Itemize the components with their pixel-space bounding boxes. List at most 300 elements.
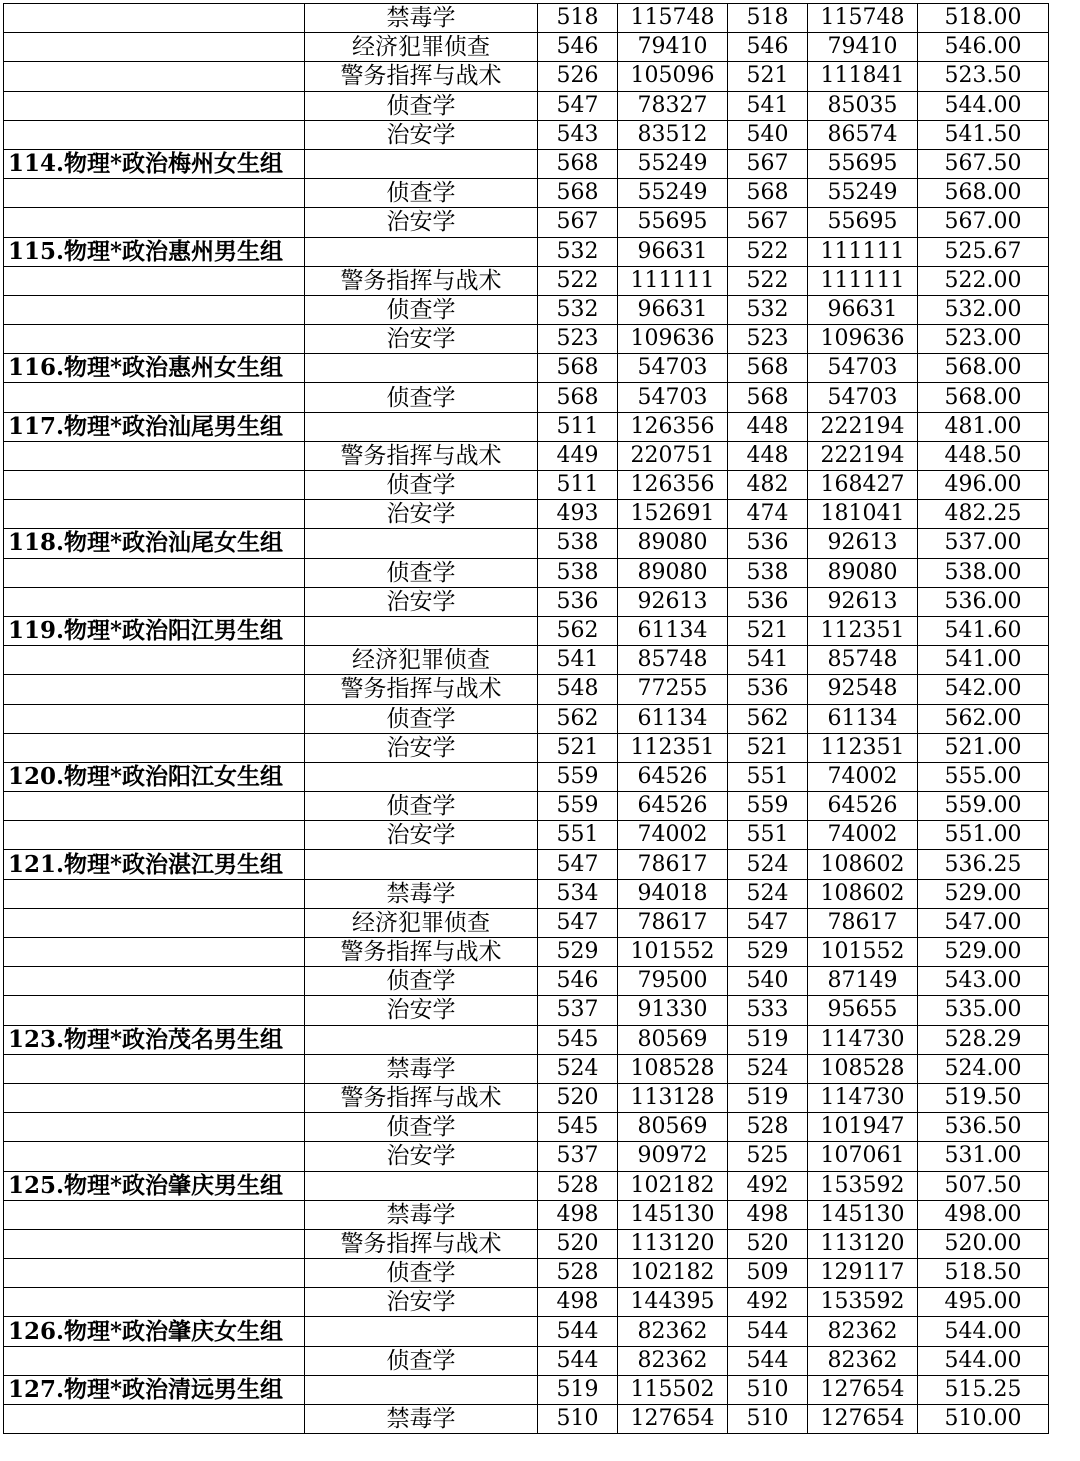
highest-rank-cell: 91330: [618, 996, 728, 1025]
group-row: [4, 1171, 1049, 1200]
table-row: [4, 471, 1049, 500]
highest-rank-cell: 78617: [618, 850, 728, 879]
lowest-rank-cell: 74002: [808, 762, 918, 791]
lowest-rank-cell: 101947: [808, 1113, 918, 1142]
average-score-cell: 529.00: [918, 938, 1049, 967]
group-name-cell: 114.物理*政治梅州女生组: [4, 149, 305, 178]
major-name-cell: 警务指挥与战术: [305, 938, 538, 967]
average-score-cell: 535.00: [918, 996, 1049, 1025]
group-name-cell: [4, 1346, 305, 1375]
table-row: [4, 938, 1049, 967]
average-score-cell: 555.00: [918, 762, 1049, 791]
lowest-rank-cell: 111111: [808, 237, 918, 266]
lowest-score-cell: 541: [728, 646, 808, 675]
lowest-score-cell: 521: [728, 733, 808, 762]
group-name-cell: [4, 996, 305, 1025]
group-row: [4, 1317, 1049, 1346]
lowest-score-cell: 540: [728, 967, 808, 996]
group-name-cell: [4, 587, 305, 616]
highest-score-cell: 544: [538, 1346, 618, 1375]
lowest-score-cell: 529: [728, 938, 808, 967]
highest-rank-cell: 64526: [618, 762, 728, 791]
average-score-cell: 543.00: [918, 967, 1049, 996]
major-name-cell: 经济犯罪侦查: [305, 646, 538, 675]
table-row: [4, 500, 1049, 529]
lowest-score-cell: 538: [728, 558, 808, 587]
lowest-score-cell: 519: [728, 1025, 808, 1054]
lowest-rank-cell: 111111: [808, 266, 918, 295]
highest-score-cell: 524: [538, 1054, 618, 1083]
major-name-cell: 禁毒学: [305, 1200, 538, 1229]
average-score-cell: 559.00: [918, 792, 1049, 821]
group-row: [4, 1375, 1049, 1404]
highest-rank-cell: 109636: [618, 325, 728, 354]
major-name-cell: 禁毒学: [305, 1405, 538, 1434]
lowest-score-cell: 524: [728, 1054, 808, 1083]
average-score-cell: 541.50: [918, 120, 1049, 149]
highest-rank-cell: 220751: [618, 441, 728, 470]
lowest-rank-cell: 85748: [808, 646, 918, 675]
table-row: [4, 1259, 1049, 1288]
highest-rank-cell: 55249: [618, 149, 728, 178]
table-row: [4, 266, 1049, 295]
highest-score-cell: 545: [538, 1113, 618, 1142]
lowest-rank-cell: 92613: [808, 587, 918, 616]
group-name-cell: [4, 500, 305, 529]
table-body: [4, 4, 1049, 1434]
lowest-rank-cell: 61134: [808, 704, 918, 733]
lowest-rank-cell: 92548: [808, 675, 918, 704]
lowest-rank-cell: 96631: [808, 295, 918, 324]
major-name-cell: 禁毒学: [305, 879, 538, 908]
lowest-rank-cell: 145130: [808, 1200, 918, 1229]
average-score-cell: 498.00: [918, 1200, 1049, 1229]
highest-rank-cell: 126356: [618, 412, 728, 441]
highest-score-cell: 559: [538, 762, 618, 791]
group-name-cell: [4, 938, 305, 967]
lowest-score-cell: 528: [728, 1113, 808, 1142]
highest-score-cell: 568: [538, 383, 618, 412]
group-name-cell: [4, 1200, 305, 1229]
table-row: [4, 383, 1049, 412]
group-name-cell: [4, 295, 305, 324]
major-name-cell: 治安学: [305, 587, 538, 616]
group-name-cell: 127.物理*政治清远男生组: [4, 1375, 305, 1404]
table-row: [4, 879, 1049, 908]
highest-score-cell: 519: [538, 1375, 618, 1404]
major-name-cell: [305, 1025, 538, 1054]
table-row: [4, 587, 1049, 616]
highest-score-cell: 544: [538, 1317, 618, 1346]
lowest-rank-cell: 222194: [808, 441, 918, 470]
average-score-cell: 547.00: [918, 908, 1049, 937]
average-score-cell: 532.00: [918, 295, 1049, 324]
major-name-cell: 侦查学: [305, 295, 538, 324]
highest-score-cell: 529: [538, 938, 618, 967]
highest-score-cell: 541: [538, 646, 618, 675]
table-row: [4, 208, 1049, 237]
highest-score-cell: 520: [538, 1083, 618, 1112]
major-name-cell: 侦查学: [305, 179, 538, 208]
lowest-rank-cell: 82362: [808, 1317, 918, 1346]
average-score-cell: 524.00: [918, 1054, 1049, 1083]
major-name-cell: [305, 762, 538, 791]
major-name-cell: 侦查学: [305, 471, 538, 500]
lowest-score-cell: 522: [728, 237, 808, 266]
highest-rank-cell: 78327: [618, 91, 728, 120]
group-name-cell: [4, 266, 305, 295]
highest-rank-cell: 152691: [618, 500, 728, 529]
major-name-cell: [305, 529, 538, 558]
highest-score-cell: 567: [538, 208, 618, 237]
average-score-cell: 515.25: [918, 1375, 1049, 1404]
highest-rank-cell: 54703: [618, 383, 728, 412]
group-name-cell: [4, 675, 305, 704]
lowest-score-cell: 544: [728, 1317, 808, 1346]
group-row: [4, 354, 1049, 383]
table-row: [4, 967, 1049, 996]
group-name-cell: 117.物理*政治汕尾男生组: [4, 412, 305, 441]
highest-score-cell: 562: [538, 616, 618, 645]
highest-rank-cell: 55695: [618, 208, 728, 237]
major-name-cell: 警务指挥与战术: [305, 1229, 538, 1258]
major-name-cell: 侦查学: [305, 383, 538, 412]
major-name-cell: 警务指挥与战术: [305, 1083, 538, 1112]
group-name-cell: 119.物理*政治阳江男生组: [4, 616, 305, 645]
major-name-cell: 禁毒学: [305, 4, 538, 33]
lowest-score-cell: 474: [728, 500, 808, 529]
table-row: [4, 441, 1049, 470]
average-score-cell: 542.00: [918, 675, 1049, 704]
group-name-cell: [4, 1288, 305, 1317]
lowest-rank-cell: 115748: [808, 4, 918, 33]
average-score-cell: 567.00: [918, 208, 1049, 237]
highest-score-cell: 543: [538, 120, 618, 149]
major-name-cell: [305, 850, 538, 879]
lowest-rank-cell: 108602: [808, 879, 918, 908]
admission-score-table: [3, 3, 1049, 1434]
table-row: [4, 120, 1049, 149]
average-score-cell: 546.00: [918, 33, 1049, 62]
lowest-rank-cell: 153592: [808, 1171, 918, 1200]
average-score-cell: 568.00: [918, 383, 1049, 412]
lowest-score-cell: 532: [728, 295, 808, 324]
group-name-cell: [4, 908, 305, 937]
highest-score-cell: 493: [538, 500, 618, 529]
highest-rank-cell: 79500: [618, 967, 728, 996]
major-name-cell: 侦查学: [305, 792, 538, 821]
group-name-cell: [4, 558, 305, 587]
group-name-cell: 118.物理*政治汕尾女生组: [4, 529, 305, 558]
lowest-score-cell: 568: [728, 179, 808, 208]
group-row: [4, 1025, 1049, 1054]
lowest-rank-cell: 113120: [808, 1229, 918, 1258]
group-name-cell: [4, 733, 305, 762]
lowest-rank-cell: 55695: [808, 208, 918, 237]
major-name-cell: [305, 237, 538, 266]
group-name-cell: 121.物理*政治湛江男生组: [4, 850, 305, 879]
lowest-score-cell: 522: [728, 266, 808, 295]
lowest-rank-cell: 114730: [808, 1025, 918, 1054]
lowest-rank-cell: 92613: [808, 529, 918, 558]
table-row: [4, 1288, 1049, 1317]
lowest-score-cell: 546: [728, 33, 808, 62]
lowest-rank-cell: 54703: [808, 383, 918, 412]
group-name-cell: [4, 208, 305, 237]
highest-score-cell: 511: [538, 471, 618, 500]
average-score-cell: 544.00: [918, 1346, 1049, 1375]
lowest-score-cell: 568: [728, 354, 808, 383]
table-row: [4, 91, 1049, 120]
lowest-rank-cell: 107061: [808, 1142, 918, 1171]
highest-score-cell: 536: [538, 587, 618, 616]
lowest-score-cell: 533: [728, 996, 808, 1025]
highest-score-cell: 532: [538, 295, 618, 324]
lowest-score-cell: 559: [728, 792, 808, 821]
highest-score-cell: 520: [538, 1229, 618, 1258]
lowest-rank-cell: 64526: [808, 792, 918, 821]
major-name-cell: 警务指挥与战术: [305, 62, 538, 91]
highest-rank-cell: 85748: [618, 646, 728, 675]
highest-rank-cell: 89080: [618, 558, 728, 587]
highest-rank-cell: 74002: [618, 821, 728, 850]
table-row: [4, 821, 1049, 850]
highest-score-cell: 538: [538, 558, 618, 587]
group-row: [4, 850, 1049, 879]
table-row: [4, 1113, 1049, 1142]
group-name-cell: 123.物理*政治茂名男生组: [4, 1025, 305, 1054]
lowest-score-cell: 520: [728, 1229, 808, 1258]
average-score-cell: 522.00: [918, 266, 1049, 295]
lowest-rank-cell: 55249: [808, 179, 918, 208]
group-name-cell: [4, 120, 305, 149]
lowest-rank-cell: 101552: [808, 938, 918, 967]
lowest-score-cell: 562: [728, 704, 808, 733]
major-name-cell: 侦查学: [305, 1113, 538, 1142]
highest-score-cell: 559: [538, 792, 618, 821]
lowest-rank-cell: 127654: [808, 1375, 918, 1404]
highest-score-cell: 522: [538, 266, 618, 295]
major-name-cell: 侦查学: [305, 1346, 538, 1375]
highest-rank-cell: 101552: [618, 938, 728, 967]
major-name-cell: 禁毒学: [305, 1054, 538, 1083]
major-name-cell: [305, 616, 538, 645]
highest-score-cell: 534: [538, 879, 618, 908]
lowest-rank-cell: 153592: [808, 1288, 918, 1317]
highest-rank-cell: 61134: [618, 616, 728, 645]
highest-score-cell: 526: [538, 62, 618, 91]
average-score-cell: 448.50: [918, 441, 1049, 470]
major-name-cell: 治安学: [305, 821, 538, 850]
highest-rank-cell: 144395: [618, 1288, 728, 1317]
average-score-cell: 541.60: [918, 616, 1049, 645]
highest-score-cell: 528: [538, 1259, 618, 1288]
highest-rank-cell: 96631: [618, 237, 728, 266]
group-name-cell: [4, 1405, 305, 1434]
major-name-cell: [305, 412, 538, 441]
highest-score-cell: 510: [538, 1405, 618, 1434]
highest-rank-cell: 80569: [618, 1025, 728, 1054]
highest-score-cell: 551: [538, 821, 618, 850]
highest-rank-cell: 102182: [618, 1259, 728, 1288]
lowest-rank-cell: 112351: [808, 733, 918, 762]
average-score-cell: 507.50: [918, 1171, 1049, 1200]
major-name-cell: 治安学: [305, 325, 538, 354]
lowest-score-cell: 509: [728, 1259, 808, 1288]
average-score-cell: 537.00: [918, 529, 1049, 558]
table-row: [4, 704, 1049, 733]
highest-score-cell: 532: [538, 237, 618, 266]
lowest-score-cell: 567: [728, 149, 808, 178]
major-name-cell: 治安学: [305, 120, 538, 149]
major-name-cell: 治安学: [305, 996, 538, 1025]
highest-score-cell: 568: [538, 149, 618, 178]
average-score-cell: 536.50: [918, 1113, 1049, 1142]
highest-score-cell: 538: [538, 529, 618, 558]
group-row: [4, 237, 1049, 266]
group-name-cell: [4, 325, 305, 354]
group-name-cell: [4, 1142, 305, 1171]
table-row: [4, 908, 1049, 937]
group-row: [4, 149, 1049, 178]
lowest-score-cell: 510: [728, 1375, 808, 1404]
average-score-cell: 525.67: [918, 237, 1049, 266]
highest-rank-cell: 111111: [618, 266, 728, 295]
highest-score-cell: 537: [538, 996, 618, 1025]
table-row: [4, 996, 1049, 1025]
group-name-cell: [4, 179, 305, 208]
lowest-score-cell: 551: [728, 821, 808, 850]
average-score-cell: 520.00: [918, 1229, 1049, 1258]
table-row: [4, 1346, 1049, 1375]
table-row: [4, 558, 1049, 587]
lowest-rank-cell: 112351: [808, 616, 918, 645]
lowest-score-cell: 567: [728, 208, 808, 237]
table-row: [4, 33, 1049, 62]
table-row: [4, 1054, 1049, 1083]
lowest-score-cell: 547: [728, 908, 808, 937]
major-name-cell: 治安学: [305, 733, 538, 762]
lowest-rank-cell: 127654: [808, 1405, 918, 1434]
highest-score-cell: 498: [538, 1200, 618, 1229]
group-name-cell: [4, 4, 305, 33]
table-row: [4, 1083, 1049, 1112]
group-row: [4, 616, 1049, 645]
lowest-rank-cell: 82362: [808, 1346, 918, 1375]
lowest-rank-cell: 95655: [808, 996, 918, 1025]
average-score-cell: 568.00: [918, 354, 1049, 383]
group-name-cell: 125.物理*政治肇庆男生组: [4, 1171, 305, 1200]
average-score-cell: 481.00: [918, 412, 1049, 441]
highest-score-cell: 545: [538, 1025, 618, 1054]
average-score-cell: 518.00: [918, 4, 1049, 33]
average-score-cell: 541.00: [918, 646, 1049, 675]
average-score-cell: 567.50: [918, 149, 1049, 178]
lowest-rank-cell: 79410: [808, 33, 918, 62]
highest-rank-cell: 105096: [618, 62, 728, 91]
lowest-rank-cell: 111841: [808, 62, 918, 91]
highest-rank-cell: 80569: [618, 1113, 728, 1142]
average-score-cell: 562.00: [918, 704, 1049, 733]
major-name-cell: 治安学: [305, 208, 538, 237]
average-score-cell: 551.00: [918, 821, 1049, 850]
major-name-cell: 侦查学: [305, 91, 538, 120]
lowest-score-cell: 541: [728, 91, 808, 120]
lowest-rank-cell: 55695: [808, 149, 918, 178]
major-name-cell: 治安学: [305, 1288, 538, 1317]
highest-rank-cell: 78617: [618, 908, 728, 937]
average-score-cell: 529.00: [918, 879, 1049, 908]
highest-score-cell: 547: [538, 850, 618, 879]
major-name-cell: [305, 1171, 538, 1200]
average-score-cell: 496.00: [918, 471, 1049, 500]
highest-score-cell: 518: [538, 4, 618, 33]
lowest-score-cell: 482: [728, 471, 808, 500]
highest-rank-cell: 83512: [618, 120, 728, 149]
group-name-cell: 116.物理*政治惠州女生组: [4, 354, 305, 383]
highest-score-cell: 523: [538, 325, 618, 354]
lowest-score-cell: 523: [728, 325, 808, 354]
highest-rank-cell: 94018: [618, 879, 728, 908]
group-name-cell: 120.物理*政治阳江女生组: [4, 762, 305, 791]
highest-score-cell: 548: [538, 675, 618, 704]
average-score-cell: 538.00: [918, 558, 1049, 587]
average-score-cell: 528.29: [918, 1025, 1049, 1054]
group-row: [4, 762, 1049, 791]
major-name-cell: 侦查学: [305, 1259, 538, 1288]
group-name-cell: [4, 62, 305, 91]
major-name-cell: [305, 149, 538, 178]
highest-rank-cell: 145130: [618, 1200, 728, 1229]
lowest-score-cell: 536: [728, 675, 808, 704]
major-name-cell: 侦查学: [305, 558, 538, 587]
highest-rank-cell: 126356: [618, 471, 728, 500]
major-name-cell: 治安学: [305, 1142, 538, 1171]
highest-score-cell: 511: [538, 412, 618, 441]
group-name-cell: [4, 879, 305, 908]
table-row: [4, 62, 1049, 91]
highest-score-cell: 547: [538, 91, 618, 120]
lowest-score-cell: 492: [728, 1288, 808, 1317]
table-row: [4, 325, 1049, 354]
table-row: [4, 733, 1049, 762]
group-name-cell: [4, 1083, 305, 1112]
lowest-score-cell: 521: [728, 616, 808, 645]
major-name-cell: 经济犯罪侦查: [305, 33, 538, 62]
highest-rank-cell: 115748: [618, 4, 728, 33]
table-row: [4, 4, 1049, 33]
average-score-cell: 523.50: [918, 62, 1049, 91]
group-name-cell: [4, 967, 305, 996]
average-score-cell: 544.00: [918, 1317, 1049, 1346]
lowest-rank-cell: 168427: [808, 471, 918, 500]
group-name-cell: [4, 441, 305, 470]
lowest-rank-cell: 109636: [808, 325, 918, 354]
highest-rank-cell: 77255: [618, 675, 728, 704]
group-name-cell: [4, 704, 305, 733]
average-score-cell: 482.25: [918, 500, 1049, 529]
lowest-score-cell: 519: [728, 1083, 808, 1112]
lowest-score-cell: 525: [728, 1142, 808, 1171]
group-name-cell: 126.物理*政治肇庆女生组: [4, 1317, 305, 1346]
highest-rank-cell: 90972: [618, 1142, 728, 1171]
lowest-rank-cell: 74002: [808, 821, 918, 850]
lowest-rank-cell: 108602: [808, 850, 918, 879]
highest-rank-cell: 127654: [618, 1405, 728, 1434]
highest-score-cell: 528: [538, 1171, 618, 1200]
lowest-score-cell: 540: [728, 120, 808, 149]
table-row: [4, 179, 1049, 208]
